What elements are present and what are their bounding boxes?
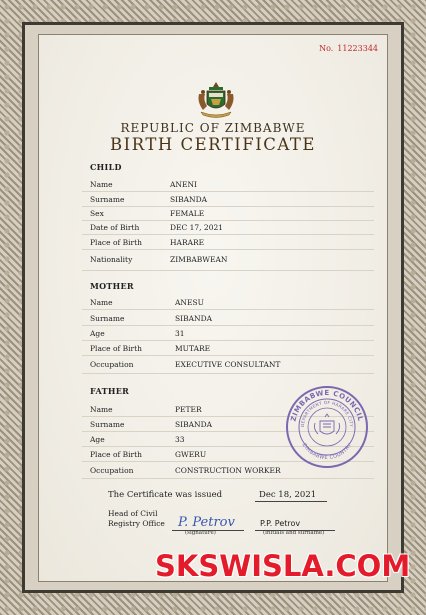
child-nationality-label: Nationality: [90, 255, 133, 264]
printed-name-caption: (initials and surname): [263, 530, 325, 536]
svg-text:ZIMBABWE COUNTRY: [301, 442, 354, 461]
divider: [82, 355, 374, 356]
child-sex-label: Sex: [90, 209, 104, 218]
mother-name-label: Name: [90, 298, 113, 307]
father-age-label: Age: [90, 435, 105, 444]
child-name-value: ANENI: [170, 180, 197, 189]
divider: [82, 309, 374, 310]
seal-top-text: ZIMBABWE COUNCIL: [289, 388, 365, 423]
divider: [82, 234, 374, 235]
divider: [82, 373, 374, 374]
divider: [82, 340, 374, 341]
father-birthplace-label: Place of Birth: [90, 450, 142, 459]
child-surname-label: Surname: [90, 195, 125, 204]
child-birthplace-label: Place of Birth: [90, 238, 142, 247]
child-surname-value: SIBANDA: [170, 195, 208, 204]
country-name: REPUBLIC OF ZIMBABWE: [120, 121, 306, 135]
father-heading: FATHER: [90, 386, 130, 396]
mother-surname-label: Surname: [90, 314, 125, 323]
father-birthplace-value: GWERU: [175, 450, 207, 459]
father-name-label: Name: [90, 405, 113, 414]
signature-text: P. Petrov: [178, 515, 235, 530]
father-surname-label: Surname: [90, 420, 125, 429]
divider: [82, 220, 374, 221]
signature-caption: (signature): [185, 530, 216, 536]
child-nationality-value: ZIMBABWEAN: [170, 255, 228, 264]
child-dob-label: Date of Birth: [90, 223, 140, 232]
divider: [82, 478, 374, 479]
divider: [82, 325, 374, 326]
signature-image: [175, 509, 243, 531]
registry-office-label: Head of Civil Registry Office: [108, 509, 165, 528]
mother-heading: MOTHER: [90, 281, 134, 291]
divider: [82, 270, 374, 271]
mother-name-value: ANESU: [175, 298, 204, 307]
certificate-number-value: 11223344: [337, 44, 378, 53]
child-dob-value: DEC 17, 2021: [170, 223, 224, 232]
divider: [82, 206, 374, 207]
coat-of-arms-icon: [193, 80, 239, 120]
certificate-number: [319, 44, 378, 53]
divider: [82, 249, 374, 250]
mother-surname-value: SIBANDA: [175, 314, 213, 323]
father-surname-value: SIBANDA: [175, 420, 213, 429]
watermark-logo: SKSWISLA.COM: [155, 549, 411, 583]
document-title: BIRTH CERTIFICATE: [110, 135, 316, 154]
mother-age-label: Age: [90, 329, 105, 338]
seal-bottom-text: ZIMBABWE COUNTRY: [300, 442, 354, 462]
seal-inner-text: DEPARTMENT OF HARARE CITY: [299, 399, 355, 428]
certificate-number-label: No.: [319, 44, 334, 53]
child-heading: CHILD: [90, 162, 122, 172]
father-occupation-value: CONSTRUCTION WORKER: [175, 466, 281, 475]
issue-date-line: [255, 501, 327, 502]
issued-label: The Certificate was issued: [108, 490, 223, 500]
mother-occupation-label: Occupation: [90, 360, 134, 369]
father-name-value: PETER: [175, 405, 202, 414]
council-seal-stamp: [285, 385, 369, 469]
father-occupation-label: Occupation: [90, 466, 134, 475]
issue-date: Dec 18, 2021: [259, 490, 317, 500]
divider: [82, 191, 374, 192]
mother-occupation-value: EXECUTIVE CONSULTANT: [175, 360, 281, 369]
mother-birthplace-label: Place of Birth: [90, 344, 142, 353]
child-birthplace-value: HARARE: [170, 238, 205, 247]
mother-birthplace-value: MUTARE: [175, 344, 211, 353]
mother-age-value: 31: [175, 329, 185, 338]
child-sex-value: FEMALE: [170, 209, 205, 218]
child-name-label: Name: [90, 180, 113, 189]
father-age-value: 33: [175, 435, 185, 444]
printed-name: P.P. Petrov: [260, 519, 301, 528]
